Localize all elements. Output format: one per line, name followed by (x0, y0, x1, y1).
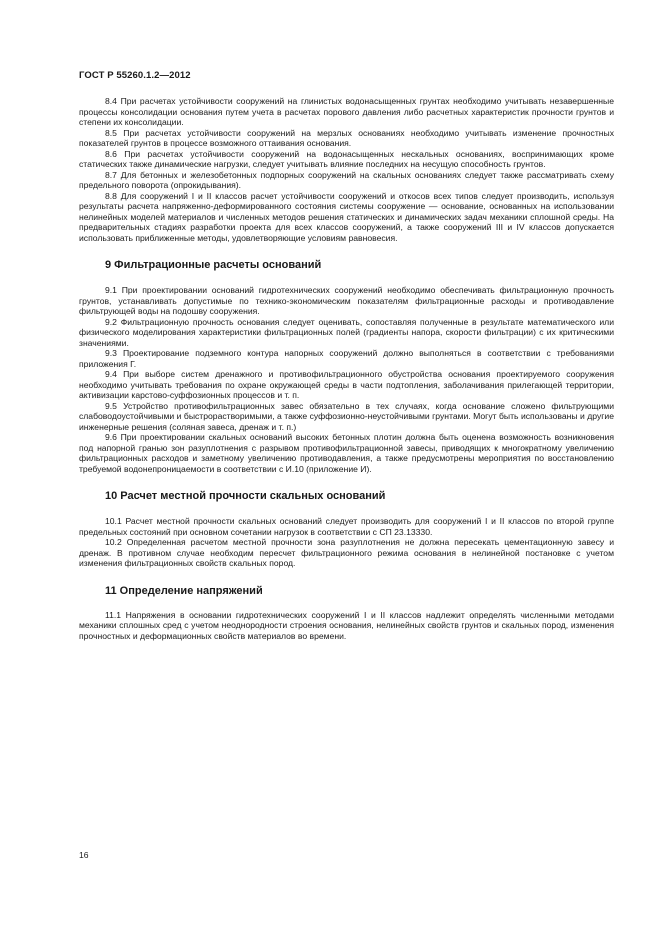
section-9-heading: 9 Фильтрационные расчеты оснований (105, 259, 322, 271)
section-10-heading: 10 Расчет местной прочности скальных оснований (105, 490, 386, 502)
paragraph-9-6: 9.6 При проектировании скальных оснований высоких бетонных плотин должна быть оценена возможность возникновения под напорной гранью зон разуплотнения с разрывом противофильтрационной завесы, приводящих к многократному увеличению фильтрационных расходов и заметному увеличению противодавления, а также предусмотрены мероприятия по восстановлению требуемой водонепроницаемости в соответствии с И.10 (приложение И). (79, 432, 614, 474)
document-code-header: ГОСТ Р 55260.1.2—2012 (79, 70, 191, 81)
page-number: 16 (79, 850, 89, 860)
section-9 (79, 285, 614, 474)
paragraph-8-5: 8.5 При расчетах устойчивости сооружений на мерзлых основаниях необходимо учитывать изменение прочностных показателей грунтов в процессе возможного оттаивания основания. (79, 127, 614, 148)
section-11 (79, 610, 614, 642)
section-8 (79, 96, 614, 243)
paragraph-9-5: 9.5 Устройство противофильтрационных завес обязательно в тех случаях, когда основание сложено фильтрующими слабоводоустойчивыми и быстрорастворимыми, а также суффозионно-неустойчивыми грунтами. Могут быть использованы и другие инженерные решения (соляная завеса, дренаж и т. п.) (79, 400, 614, 432)
section-10 (79, 516, 614, 569)
document-body (79, 96, 614, 641)
paragraph-8-7: 8.7 Для бетонных и железобетонных подпорных сооружений на скальных основаниях следует также рассматривать схему предельного поворота (опрокидывания). (79, 169, 614, 190)
paragraph-8-8: 8.8 Для сооружений I и II классов расчет устойчивости сооружений и откосов всех типов следует производить, используя результаты расчета напряженно-деформированного состояния системы сооружение — основание, основанных на использовании нелинейных моделей материалов и численных методов решения статических и динамических задач механики сплошной среды. На предварительных стадиях разработки проекта для всех классов сооружений, а также сооружений III и IV классов допускается использовать приближенные методы, удовлетворяющие условиям равновесия. (79, 190, 614, 243)
paragraph-9-4: 9.4 При выборе систем дренажного и противофильтрационного обустройства основания проектируемого сооружения необходимо учитывать требования по охране окружающей среды в части подтопления, заболачивания прилегающей территории, активизации карстово-суффозионных процессов и т. п. (79, 369, 614, 400)
paragraph-9-2: 9.2 Фильтрационную прочность основания следует оценивать, сопоставляя полученные в результате математического или физического моделирования характеристики фильтрационных полей (градиенты напора, скорости фильтрации) с их критическими значениями. (79, 316, 614, 348)
paragraph-11-1: 11.1 Напряжения в основании гидротехнических сооружений I и II классов надлежит определять численными методами механики сплошных сред с учетом неоднородности строения основания, нелинейных свойств грунтов и скальных пород, изменения прочностных и деформационных свойств материалов во времени. (79, 609, 614, 641)
paragraph-9-1: 9.1 При проектировании оснований гидротехнических сооружений необходимо обеспечивать фильтрационную прочность грунтов, устанавливать допустимые по технико-экономическим показателям фильтрационные расходы и противодавление фильтрующей воды на подошву сооружения. (79, 285, 614, 316)
paragraph-10-1: 10.1 Расчет местной прочности скальных оснований следует производить для сооружений I и II классов по второй группе предельных состояний при основном сочетании нагрузок в соответствии с СП 23.13330. (79, 516, 614, 537)
paragraph-9-3: 9.3 Проектирование подземного контура напорных сооружений должно выполняться в соответствии с требованиями приложения Г. (79, 348, 614, 369)
paragraph-8-6: 8.6 При расчетах устойчивости сооружений на водонасыщенных нескальных основаниях, воспринимающих кроме статических также динамические нагрузки, следует учитывать влияние последних на несущую способность грунтов. (79, 148, 614, 169)
paragraph-8-4: 8.4 При расчетах устойчивости сооружений на глинистых водонасыщенных грунтах необходимо учитывать незавершенные процессы консолидации основания путем учета в расчетах порового давления либо расчетных характеристик прочности грунтов и степени их консолидации. (79, 96, 614, 127)
paragraph-10-2: 10.2 Определенная расчетом местной прочности зона разуплотнения не должна пересекать цементационную завесу и дренаж. В противном случае необходим пересчет фильтрационного режима основания в нелинейной постановке с учетом изменения фильтрационных свойств скальных пород. (79, 537, 614, 568)
section-11-heading: 11 Определение напряжений (105, 584, 263, 597)
